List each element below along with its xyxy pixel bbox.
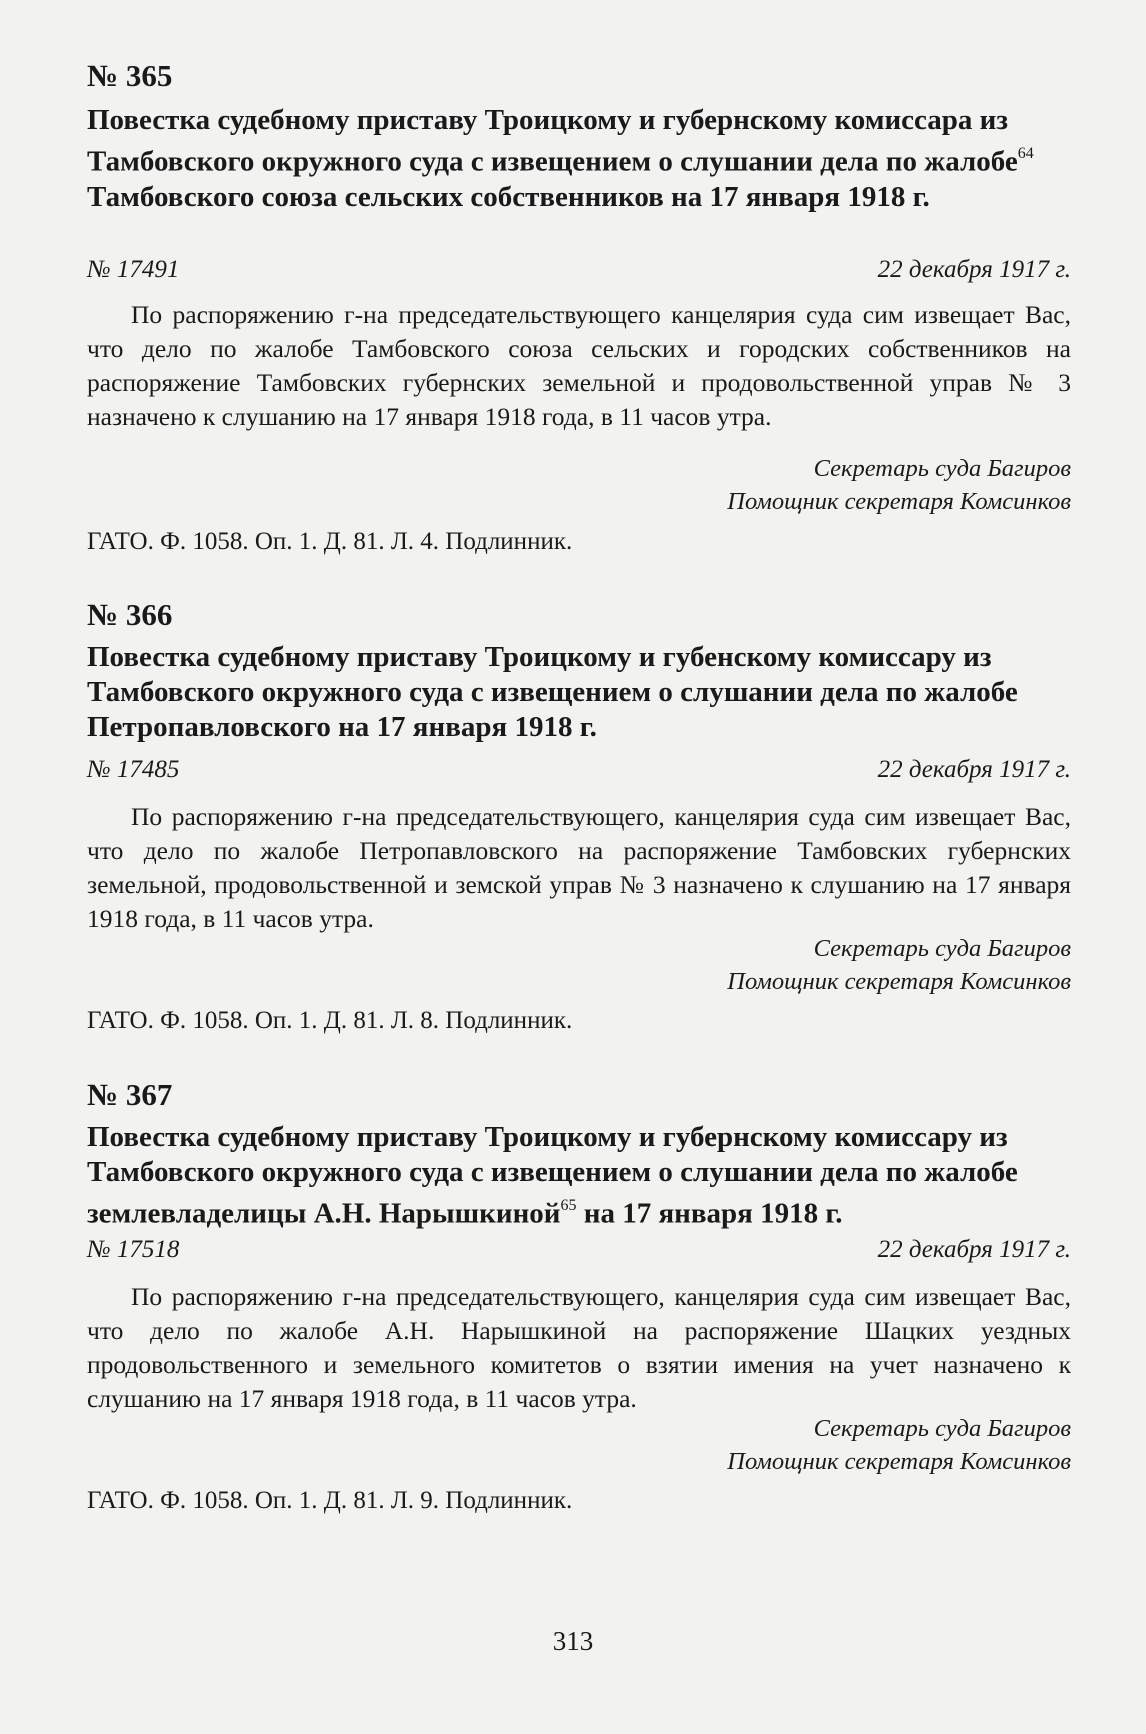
doc-366-signature-secretary: Секретарь суда Багиров — [813, 935, 1071, 962]
doc-365-title: Повестка судебному приставу Троицкому и губернскому комиссара из Тамбовского окружного суда с извещением о слушании дела по жалобе$^{64}$ Тамбовского союза сельских собственников на 17 января 1918 г. — [87, 104, 1034, 213]
doc-365-signature-secretary: Секретарь суда Багиров — [813, 455, 1071, 482]
doc-367-signature-assistant: Помощник секретаря Комсинков — [727, 1448, 1071, 1475]
doc-367-date: 22 декабря 1917 г. — [877, 1236, 1071, 1263]
footnote-ref-64: 64 — [1017, 145, 1034, 162]
doc-366-title: Повестка судебному приставу Троицкому и губенскому комиссару из Тамбовского окружного суда с извещением о слушании дела по жалобе Петропавловского на 17 января 1918 г. — [87, 641, 1018, 743]
doc-365-signature-assistant: Помощник секретаря Комсинков — [727, 488, 1071, 515]
doc-366-body: По распоряжению г-на председательствующего, канцелярия суда сим извещает Вас, что дело по жалобе Петропавловского на распоряжение Тамбовских губернских земельной, продовольственной и земской управ № 3 назначено к слушанию на 17 января 1918 года, в 11 часов утра. — [87, 802, 1071, 933]
doc-367-archive-ref: ГАТО. Ф. 1058. Оп. 1. Д. 81. Л. 9. Подлинник. — [87, 1487, 573, 1514]
footnote-ref-65: 65 — [560, 1197, 577, 1214]
page-number: 313 — [552, 1626, 594, 1656]
doc-367-number: № 367 — [87, 1077, 173, 1112]
doc-365-archive-ref: ГАТО. Ф. 1058. Оп. 1. Д. 81. Л. 4. Подлинник. — [87, 528, 573, 555]
doc-366-signature-assistant: Помощник секретаря Комсинков — [727, 968, 1071, 995]
doc-365-number: № 365 — [87, 58, 173, 93]
doc-366-reg-number: № 17485 — [87, 756, 180, 783]
doc-367-title: Повестка судебному приставу Троицкому и губернскому комиссару из Тамбовского окружного суда с извещением о слушании дела по жалобе землевладелицы А.Н. Нарышкиной$^{65}$ на 17 января 1918 г. — [87, 1121, 1018, 1230]
doc-367-reg-number: № 17518 — [87, 1236, 180, 1263]
doc-365-date: 22 декабря 1917 г. — [877, 256, 1071, 283]
doc-366-number: № 366 — [87, 597, 173, 632]
doc-367-signature-secretary: Секретарь суда Багиров — [813, 1415, 1071, 1442]
doc-366-archive-ref: ГАТО. Ф. 1058. Оп. 1. Д. 81. Л. 8. Подлинник. — [87, 1007, 573, 1034]
doc-366-date: 22 декабря 1917 г. — [877, 756, 1071, 783]
doc-367-body: По распоряжению г-на председательствующего, канцелярия суда сим извещает Вас, что дело по жалобе А.Н. Нарышкиной на распоряжение Шацких уездных продовольственного и земельного комитетов о взятии имения на учет назначено к слушанию на 17 января 1918 года, в 11 часов утра. — [87, 1282, 1071, 1413]
doc-365-reg-number: № 17491 — [87, 256, 180, 283]
doc-365-body: По распоряжению г-на председательствующего канцелярия суда сим извещает Вас, что дело по жалобе Тамбовского союза сельских и городских собственников на распоряжение Тамбовских губернских земельной и продовольственной управ № 3 назначено к слушанию на 17 января 1918 года, в 11 часов утра. — [87, 300, 1071, 431]
